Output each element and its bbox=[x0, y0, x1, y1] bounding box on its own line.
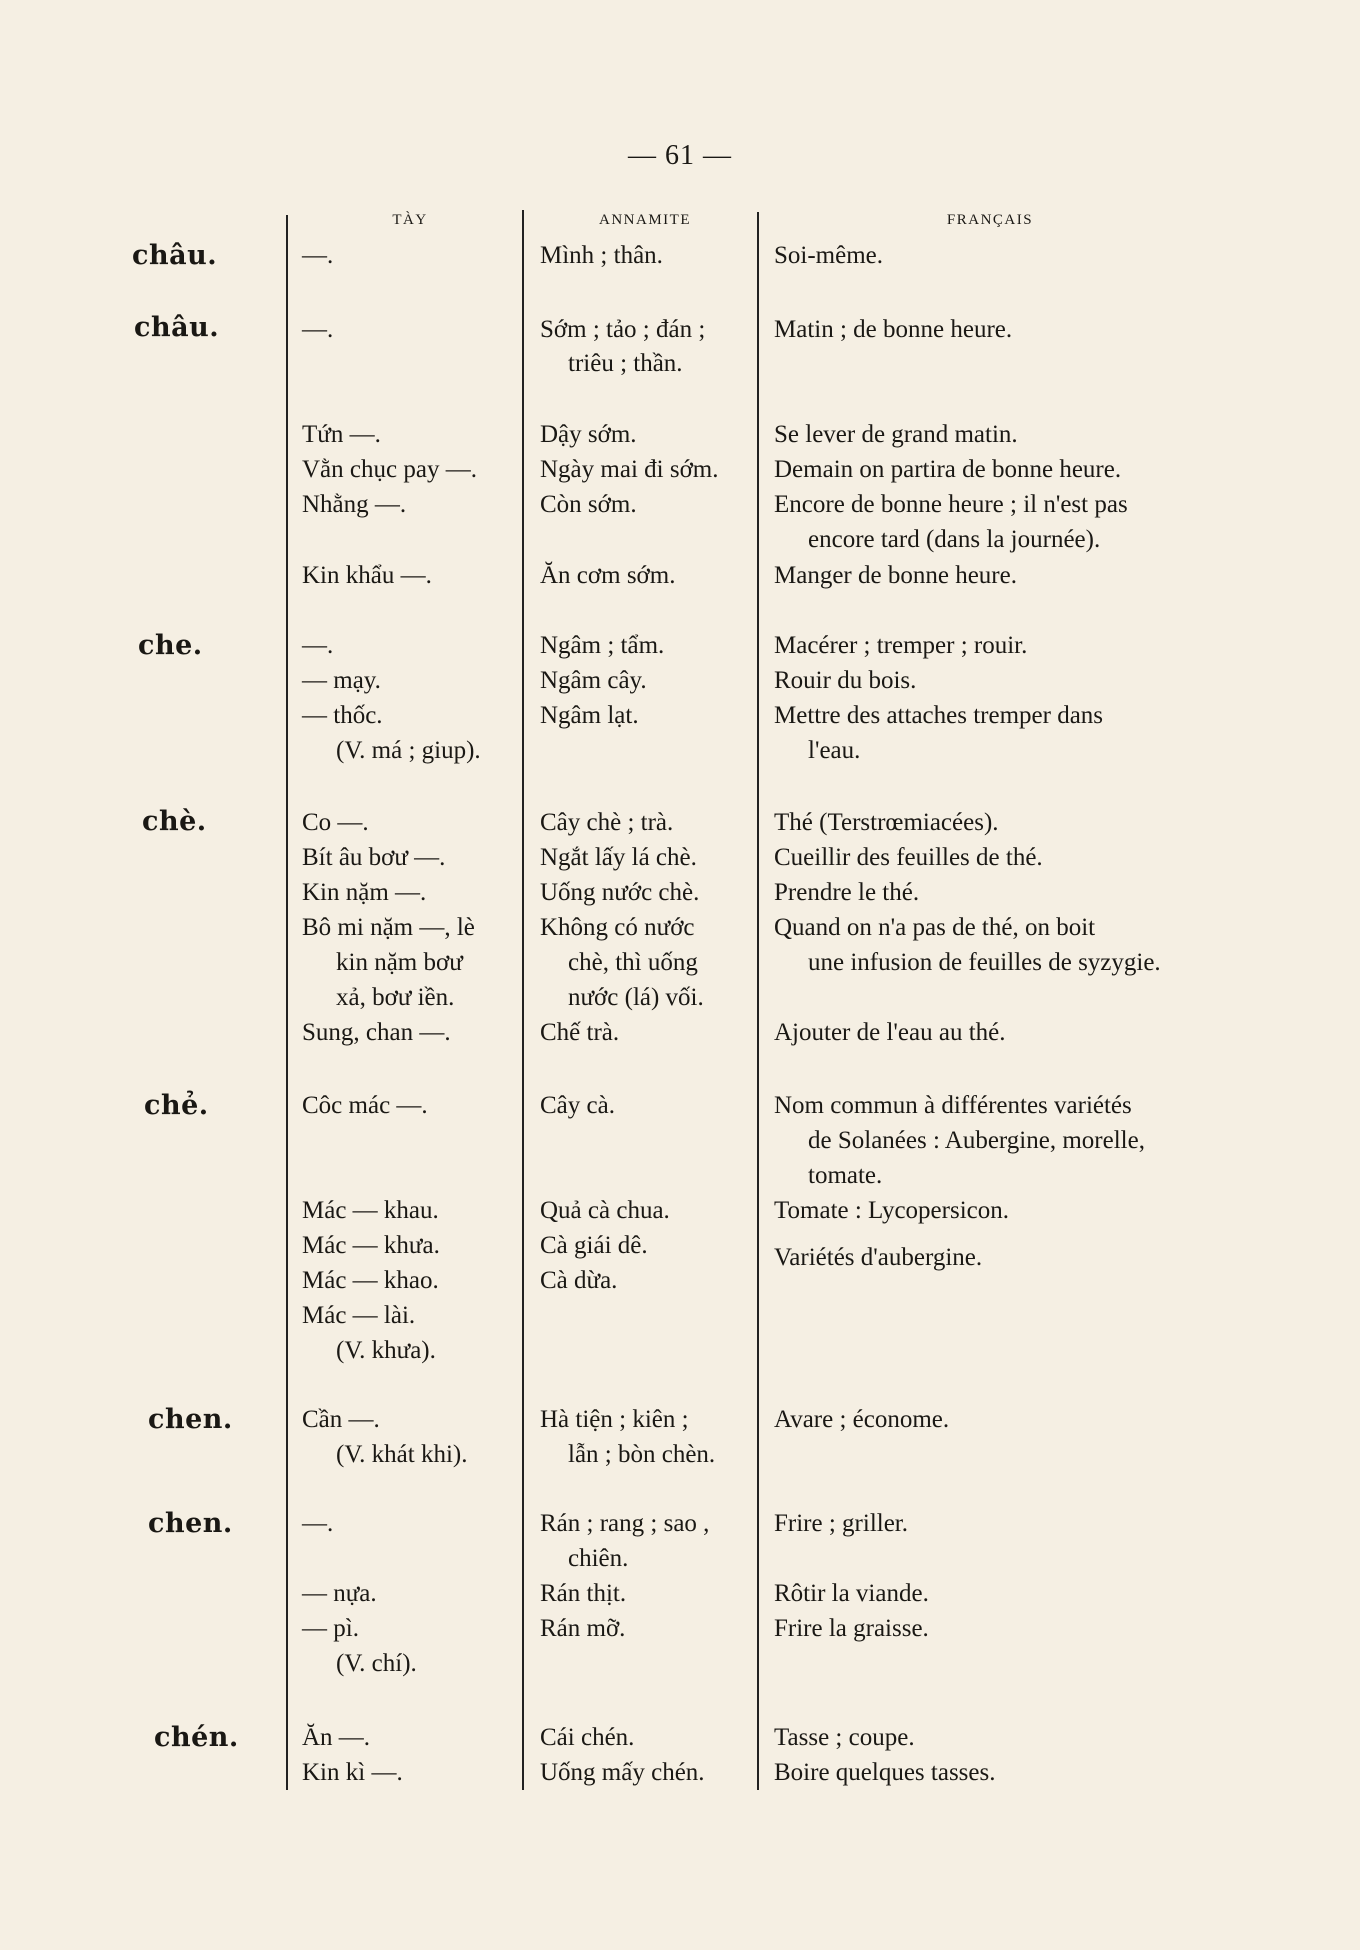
francais-text: Boire quelques tasses. bbox=[774, 1759, 996, 1786]
tay-text: — thốc. bbox=[302, 702, 383, 729]
tay-text: Co —. bbox=[302, 809, 369, 836]
annamite-text: nước (lá) vối. bbox=[568, 984, 704, 1011]
francais-text: de Solanées : Aubergine, morelle, bbox=[808, 1127, 1145, 1154]
francais-text: Prendre le thé. bbox=[774, 879, 920, 906]
tay-text: Kin nặm —. bbox=[302, 879, 427, 906]
entry-headword: che. bbox=[138, 630, 203, 661]
annamite-text: Uống nước chè. bbox=[540, 879, 700, 906]
francais-text: Encore de bonne heure ; il n'est pas bbox=[774, 491, 1128, 518]
francais-text: Quand on n'a pas de thé, on boit bbox=[774, 914, 1096, 941]
francais-text: Se lever de grand matin. bbox=[774, 421, 1018, 448]
francais-text: l'eau. bbox=[808, 737, 861, 764]
tay-text: Sung, chan —. bbox=[302, 1019, 451, 1046]
tay-text: — mạy. bbox=[302, 667, 381, 694]
francais-text: Tasse ; coupe. bbox=[774, 1724, 915, 1751]
francais-text: Manger de bonne heure. bbox=[774, 562, 1017, 589]
tay-text: — pì. bbox=[302, 1615, 359, 1642]
tay-text: Mác — khao. bbox=[302, 1267, 439, 1294]
tay-text: Kin khẩu —. bbox=[302, 562, 432, 589]
annamite-text: Ngắt lấy lá chè. bbox=[540, 844, 697, 871]
annamite-text: Rán mỡ. bbox=[540, 1615, 626, 1642]
annamite-text: Ăn cơm sớm. bbox=[540, 562, 676, 589]
tay-text: —. bbox=[302, 632, 334, 659]
francais-text: Nom commun à différentes variétés bbox=[774, 1092, 1132, 1119]
tay-text: Nhằng —. bbox=[302, 491, 407, 518]
francais-text: Rôtir la viande. bbox=[774, 1580, 929, 1607]
annamite-text: Cà giái dê. bbox=[540, 1232, 648, 1259]
francais-text: une infusion de feuilles de syzygie. bbox=[808, 949, 1161, 976]
column-divider-right bbox=[757, 212, 759, 1790]
column-header-annamite: ANNAMITE bbox=[599, 212, 691, 228]
annamite-text: Ngâm ; tẩm. bbox=[540, 632, 665, 659]
tay-text: (V. chí). bbox=[336, 1650, 417, 1677]
francais-text: Variétés d'aubergine. bbox=[774, 1244, 983, 1271]
annamite-text: Hà tiện ; kiên ; bbox=[540, 1406, 689, 1433]
francais-text: Tomate : Lycopersicon. bbox=[774, 1197, 1009, 1224]
tay-text: —. bbox=[302, 1510, 334, 1537]
entry-headword: chè. bbox=[142, 806, 207, 837]
tay-text: Cần —. bbox=[302, 1406, 380, 1433]
tay-text: (V. má ; giup). bbox=[336, 737, 481, 764]
francais-text: Demain on partira de bonne heure. bbox=[774, 456, 1122, 483]
annamite-text: Sớm ; tảo ; đán ; bbox=[540, 316, 706, 343]
francais-text: encore tard (dans la journée). bbox=[808, 526, 1101, 553]
annamite-text: chiên. bbox=[568, 1545, 629, 1572]
francais-text: Thé (Terstrœmiacées). bbox=[774, 809, 999, 836]
annamite-text: Cây cà. bbox=[540, 1092, 615, 1119]
tay-text: (V. khưa). bbox=[336, 1337, 436, 1364]
tay-text: — nựa. bbox=[302, 1580, 377, 1607]
entry-headword: chen. bbox=[148, 1404, 233, 1435]
column-header-tay: TÀY bbox=[392, 212, 428, 228]
tay-text: (V. khát khi). bbox=[336, 1441, 468, 1468]
tay-text: Kin kì —. bbox=[302, 1759, 403, 1786]
annamite-text: Ngâm cây. bbox=[540, 667, 647, 694]
tay-text: Bít âu bơư —. bbox=[302, 844, 446, 871]
annamite-text: Rán ; rang ; sao , bbox=[540, 1510, 710, 1537]
annamite-text: Cái chén. bbox=[540, 1724, 635, 1751]
entry-headword: chen. bbox=[148, 1508, 233, 1539]
francais-text: Soi-même. bbox=[774, 242, 884, 269]
annamite-text: Mình ; thân. bbox=[540, 242, 663, 269]
francais-text: Cueillir des feuilles de thé. bbox=[774, 844, 1043, 871]
annamite-text: Dậy sớm. bbox=[540, 421, 637, 448]
francais-text: Ajouter de l'eau au thé. bbox=[774, 1019, 1006, 1046]
column-divider-left bbox=[286, 215, 288, 1790]
column-divider-middle bbox=[522, 210, 524, 1790]
tay-text: —. bbox=[302, 316, 334, 343]
entry-headword: chén. bbox=[154, 1722, 239, 1753]
column-header-francais: FRANÇAIS bbox=[946, 212, 1034, 228]
annamite-text: Rán thịt. bbox=[540, 1580, 627, 1607]
annamite-text: Chế trà. bbox=[540, 1019, 620, 1046]
tay-text: Mác — khưa. bbox=[302, 1232, 440, 1259]
tay-text: Bô mi nặm —, lè bbox=[302, 914, 475, 941]
annamite-text: Còn sớm. bbox=[540, 491, 637, 518]
entry-headword: châu. bbox=[132, 240, 218, 271]
tay-text: kin nặm bơư bbox=[336, 949, 463, 976]
tay-text: Vằn chục pay —. bbox=[302, 456, 477, 483]
annamite-text: Cà dừa. bbox=[540, 1267, 618, 1294]
page-number: — 61 — bbox=[628, 140, 732, 171]
tay-text: Ăn —. bbox=[302, 1724, 371, 1751]
francais-text: Rouir du bois. bbox=[774, 667, 917, 694]
annamite-text: Ngày mai đi sớm. bbox=[540, 456, 719, 483]
tay-text: Mác — khau. bbox=[302, 1197, 439, 1224]
francais-text: Frire ; griller. bbox=[774, 1510, 908, 1537]
tay-text: —. bbox=[302, 242, 334, 269]
annamite-text: Cây chè ; trà. bbox=[540, 809, 674, 836]
francais-text: Matin ; de bonne heure. bbox=[774, 316, 1013, 343]
francais-text: tomate. bbox=[808, 1162, 883, 1189]
tay-text: xả, bơư iền. bbox=[336, 984, 455, 1011]
tay-text: Mác — lài. bbox=[302, 1302, 416, 1329]
tay-text: Côc mác —. bbox=[302, 1092, 428, 1119]
annamite-text: triêu ; thần. bbox=[568, 350, 683, 377]
tay-text: Tứn —. bbox=[302, 421, 381, 448]
annamite-text: chè, thì uống bbox=[568, 949, 698, 976]
annamite-text: Ngâm lạt. bbox=[540, 702, 639, 729]
entry-headword: chẻ. bbox=[144, 1090, 209, 1121]
francais-text: Mettre des attaches tremper dans bbox=[774, 702, 1104, 729]
entry-headword: châu. bbox=[134, 312, 220, 343]
annamite-text: Quả cà chua. bbox=[540, 1197, 670, 1224]
francais-text: Macérer ; tremper ; rouir. bbox=[774, 632, 1028, 659]
francais-text: Frire la graisse. bbox=[774, 1615, 929, 1642]
annamite-text: lẫn ; bòn chèn. bbox=[568, 1441, 716, 1468]
annamite-text: Không có nước bbox=[540, 914, 695, 941]
annamite-text: Uống mấy chén. bbox=[540, 1759, 705, 1786]
francais-text: Avare ; économe. bbox=[774, 1406, 950, 1433]
